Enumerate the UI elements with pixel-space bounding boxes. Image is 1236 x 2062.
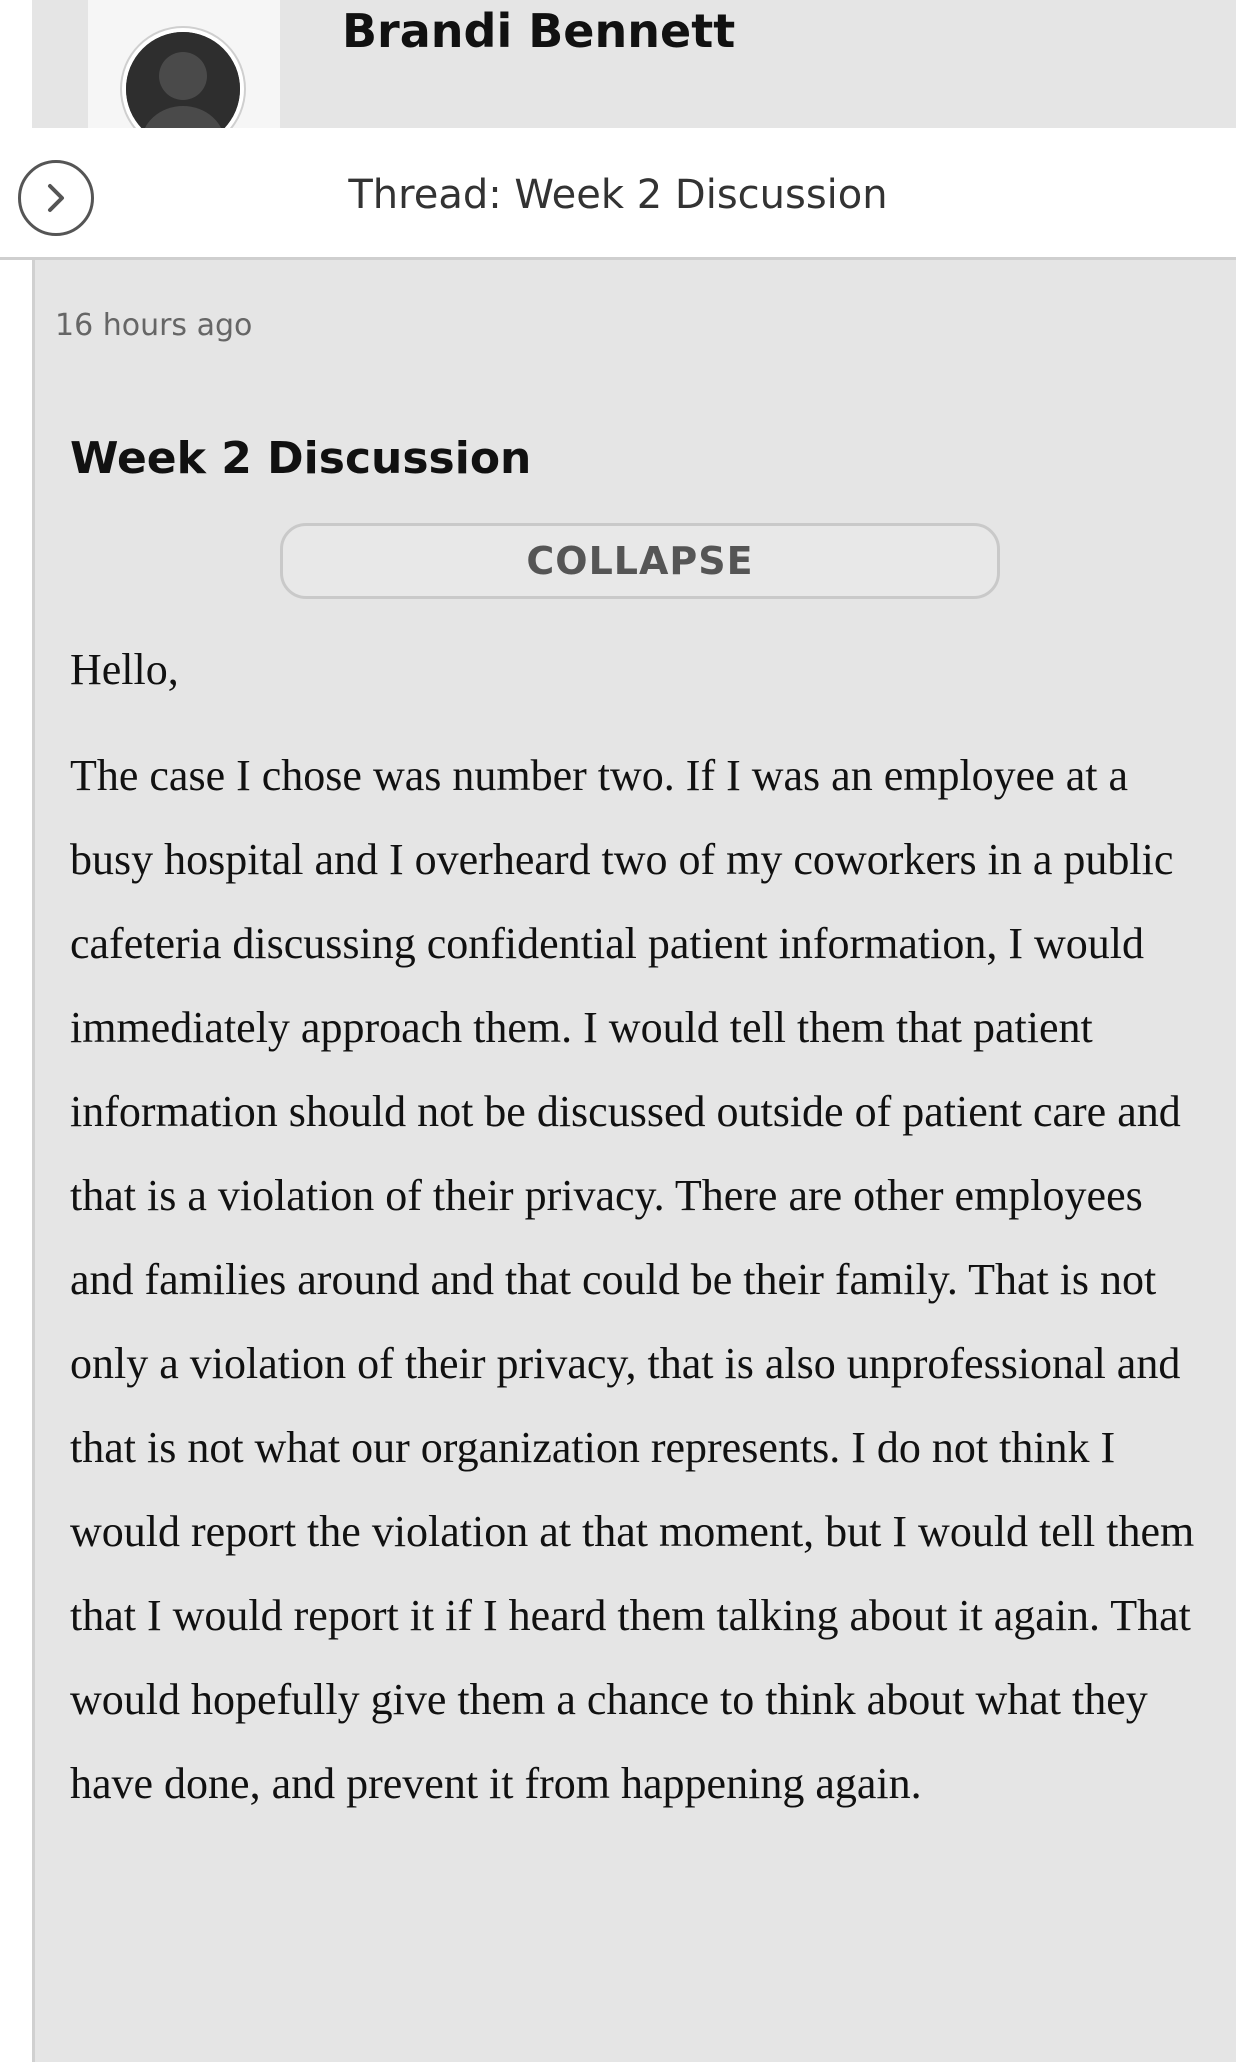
post-body <box>70 630 1210 1826</box>
discussion-post <box>32 260 1236 2062</box>
post-title: Week 2 Discussion <box>70 433 532 484</box>
post-paragraph: The case I chose was number two. If I was an employee at a busy hospital and I overheard two of my coworkers in a public cafeteria discussing confidential patient information, I would immediately approach them. I would tell them that patient information should not be discussed outside of patient care and that is a violation of their privacy. There are other employees and families around and that could be their family. That is not only a violation of their privacy, that is also unprofessional and that is not what our organization represents. I do not think I would report the violation at that moment, but I would tell them that I would report it if I heard them talking about it again. That would hopefully give them a chance to think about what they have done, and prevent it from happening again. <box>70 751 1195 1808</box>
post-greeting: Hello, <box>70 645 179 694</box>
post-timestamp: 16 hours ago <box>55 308 253 343</box>
author-name[interactable]: Brandi Bennett <box>342 4 736 58</box>
thread-bar <box>0 128 1236 260</box>
author-header <box>32 0 1236 130</box>
avatar-card <box>88 0 280 128</box>
thread-title: Thread: Week 2 Discussion <box>348 172 888 218</box>
collapse-button[interactable]: COLLAPSE <box>280 523 1000 599</box>
